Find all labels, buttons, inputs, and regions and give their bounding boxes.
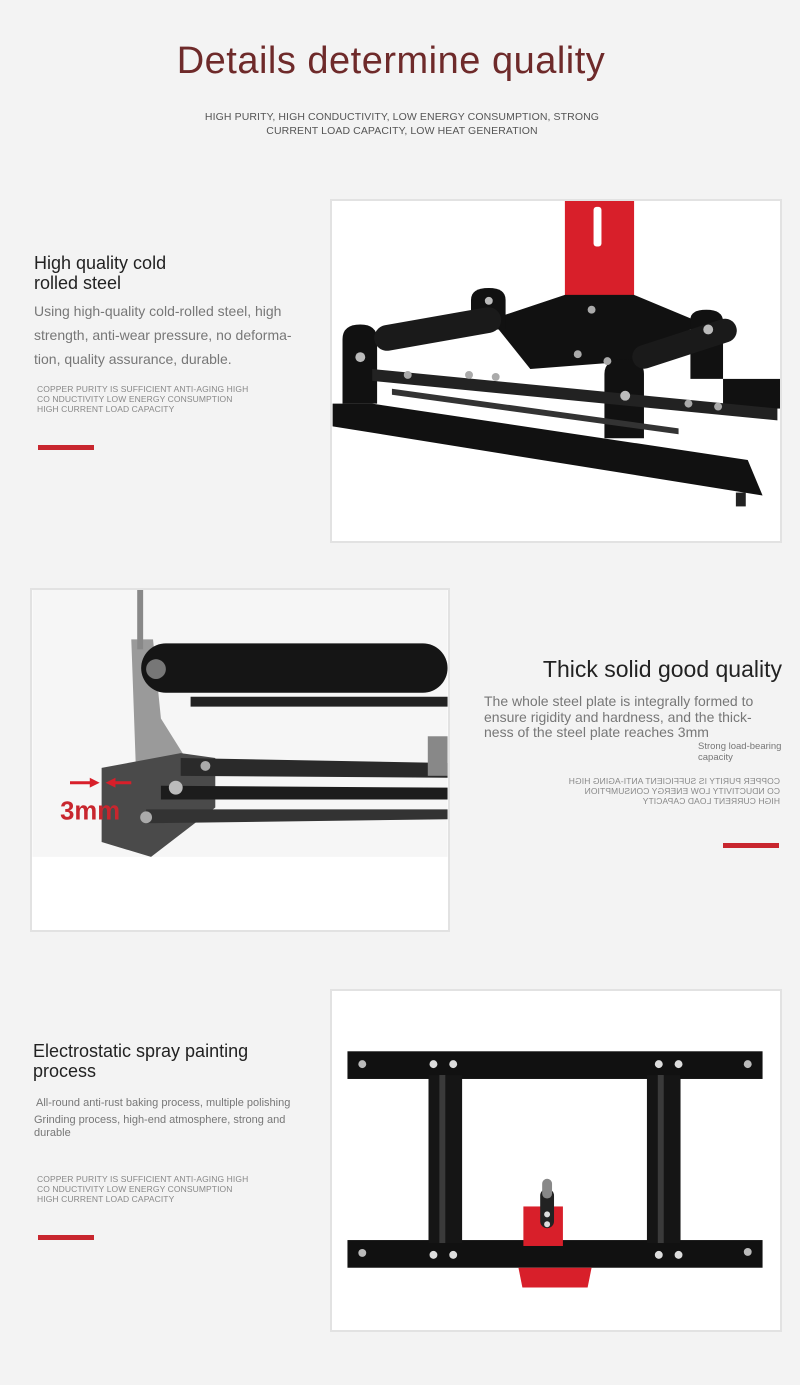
- section1-accent-bar: [38, 445, 94, 450]
- section2-caption: COPPER PURITY IS SUFFICIENT ANTI-AGING HIGH CO NDUCTIVITY LOW ENERGY CONSUMPTION HIGH CURRENT LOAD CAPACITY: [568, 776, 780, 806]
- section3-accent-bar: [38, 1235, 94, 1240]
- spray-painted-frame-image: [330, 989, 782, 1332]
- section3-caption: COPPER PURITY IS SUFFICIENT ANTI-AGING HIGH CO NDUCTIVITY LOW ENERGY CONSUMPTION HIGH CURRENT LOAD CAPACITY: [37, 1174, 249, 1204]
- plate-thickness-image: [30, 588, 450, 932]
- section2-note: Strong load-bearing capacity: [698, 741, 782, 763]
- section1-caption: COPPER PURITY IS SUFFICIENT ANTI-AGING HIGH CO NDUCTIVITY LOW ENERGY CONSUMPTION HIGH CURRENT LOAD CAPACITY: [37, 384, 249, 414]
- steel-base-image: [330, 199, 782, 543]
- section2-accent-bar: [723, 843, 779, 848]
- section2-heading: Thick solid good quality: [542, 656, 782, 682]
- spray-painted-frame-illustration: [332, 991, 780, 1330]
- steel-base-illustration: [332, 201, 780, 541]
- section3-heading: Electrostatic spray painting process: [33, 1041, 249, 1081]
- plate-thickness-illustration: [32, 590, 448, 930]
- page-subtitle: HIGH PURITY, HIGH CONDUCTIVITY, LOW ENERGY CONSUMPTION, STRONG CURRENT LOAD CAPACITY, LOW HEAT GENERATION: [204, 111, 600, 137]
- section3-body-line2: Grinding process, high-end atmosphere, strong and durable: [34, 1114, 286, 1139]
- section1-heading: High quality cold rolled steel: [34, 253, 167, 293]
- page-title: Details determine quality: [176, 40, 606, 82]
- section2-body: The whole steel plate is integrally formed to ensure rigidity and hardness, and the thick-ness of the steel plate reaches 3mm: [484, 693, 754, 740]
- section3-body-line1: All-round anti-rust baking process, multiple polishing: [36, 1097, 291, 1109]
- section1-body: Using high-quality cold-rolled steel, high strength, anti-wear pressure, no deforma-tion, quality assurance, durable.: [34, 303, 292, 367]
- thickness-label: 3mm: [60, 797, 121, 826]
